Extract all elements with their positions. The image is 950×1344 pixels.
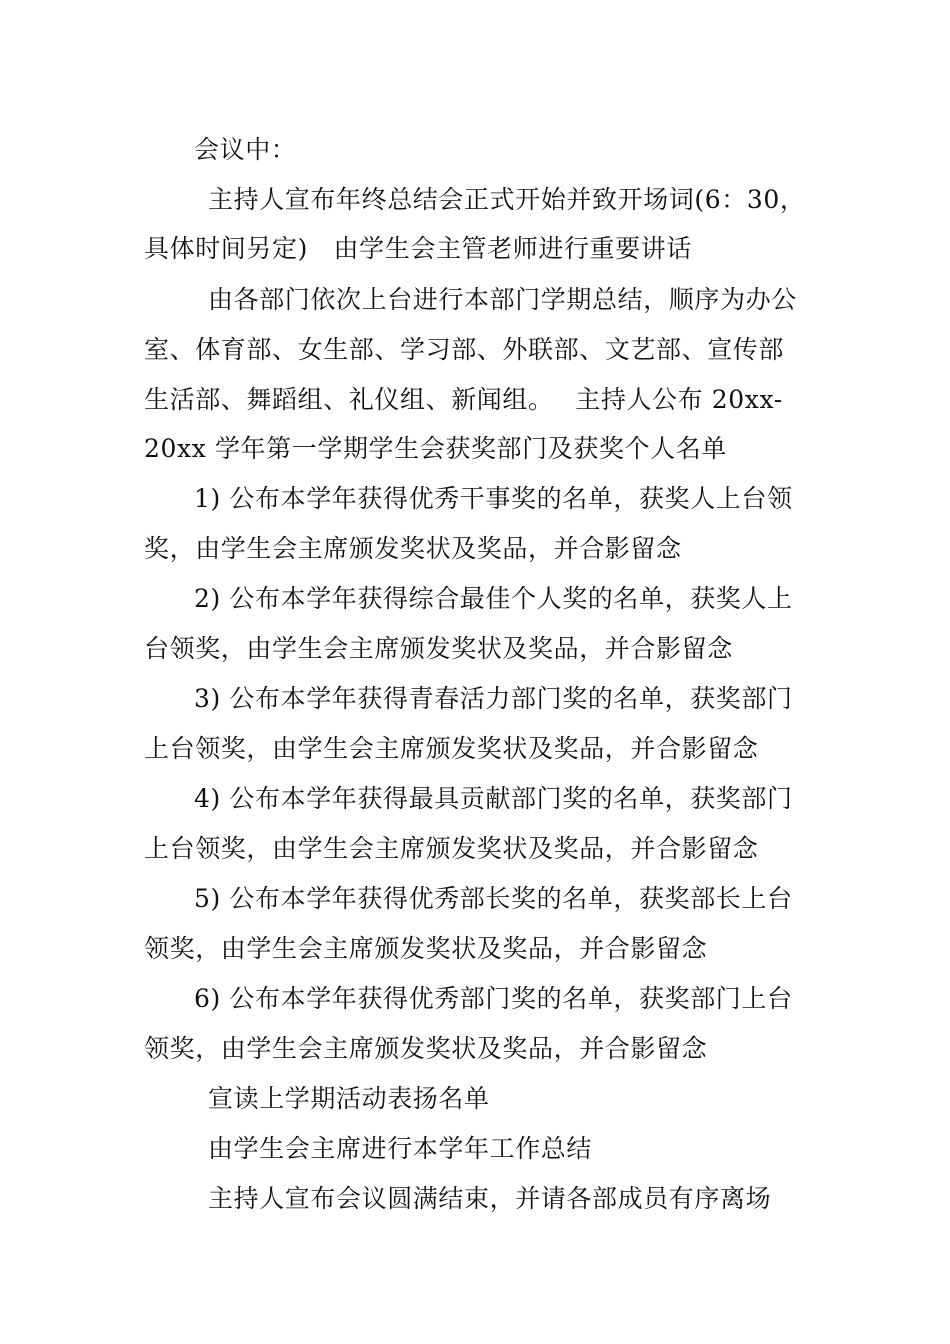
award-item-1-line-1: 1) 公布本学年获得优秀干事奖的名单，获奖人上台领 — [194, 484, 793, 513]
paragraph-chairman-summary: 由学生会主席进行本学年工作总结 — [208, 1134, 593, 1163]
award-item-5-line-1: 5) 公布本学年获得优秀部长奖的名单，获奖部长上台 — [194, 884, 793, 913]
heading-in-meeting: 会议中： — [194, 135, 297, 164]
award-item-4-line-1: 4) 公布本学年获得最具贡献部门奖的名单，获奖部门 — [194, 784, 793, 813]
award-item-6-line-1: 6) 公布本学年获得优秀部门奖的名单，获奖部门上台 — [194, 984, 793, 1013]
paragraph-commendation-list: 宣读上学期活动表扬名单 — [208, 1084, 490, 1113]
paragraph-opening-line-2: 具体时间另定) 由学生会主管老师进行重要讲话 — [144, 234, 692, 263]
paragraph-meeting-close: 主持人宣布会议圆满结束，并请各部成员有序离场 — [208, 1184, 772, 1213]
paragraph-departments-line-3: 生活部、舞蹈组、礼仪组、新闻组。 主持人公布 20xx- — [144, 385, 783, 414]
paragraph-opening-line-1: 主持人宣布年终总结会正式开始并致开场词(6：30， — [208, 185, 806, 214]
award-item-4-line-2: 上台领奖，由学生会主席颁发奖状及奖品，并合影留念 — [144, 834, 759, 863]
award-item-2-line-2: 台领奖，由学生会主席颁发奖状及奖品，并合影留念 — [144, 634, 733, 663]
award-item-1-line-2: 奖，由学生会主席颁发奖状及奖品，并合影留念 — [144, 534, 682, 563]
paragraph-departments-line-2: 室、体育部、女生部、学习部、外联部、文艺部、宣传部 — [144, 335, 785, 364]
award-item-3-line-1: 3) 公布本学年获得青春活力部门奖的名单，获奖部门 — [194, 684, 793, 713]
paragraph-departments-line-1: 由各部门依次上台进行本部门学期总结，顺序为办公 — [208, 285, 797, 314]
paragraph-departments-line-4: 20xx 学年第一学期学生会获奖部门及获奖个人名单 — [144, 434, 727, 463]
award-item-3-line-2: 上台领奖，由学生会主席颁发奖状及奖品，并合影留念 — [144, 734, 759, 763]
award-item-5-line-2: 领奖，由学生会主席颁发奖状及奖品，并合影留念 — [144, 934, 708, 963]
award-item-2-line-1: 2) 公布本学年获得综合最佳个人奖的名单，获奖人上 — [194, 584, 793, 613]
award-item-6-line-2: 领奖，由学生会主席颁发奖状及奖品，并合影留念 — [144, 1034, 708, 1063]
